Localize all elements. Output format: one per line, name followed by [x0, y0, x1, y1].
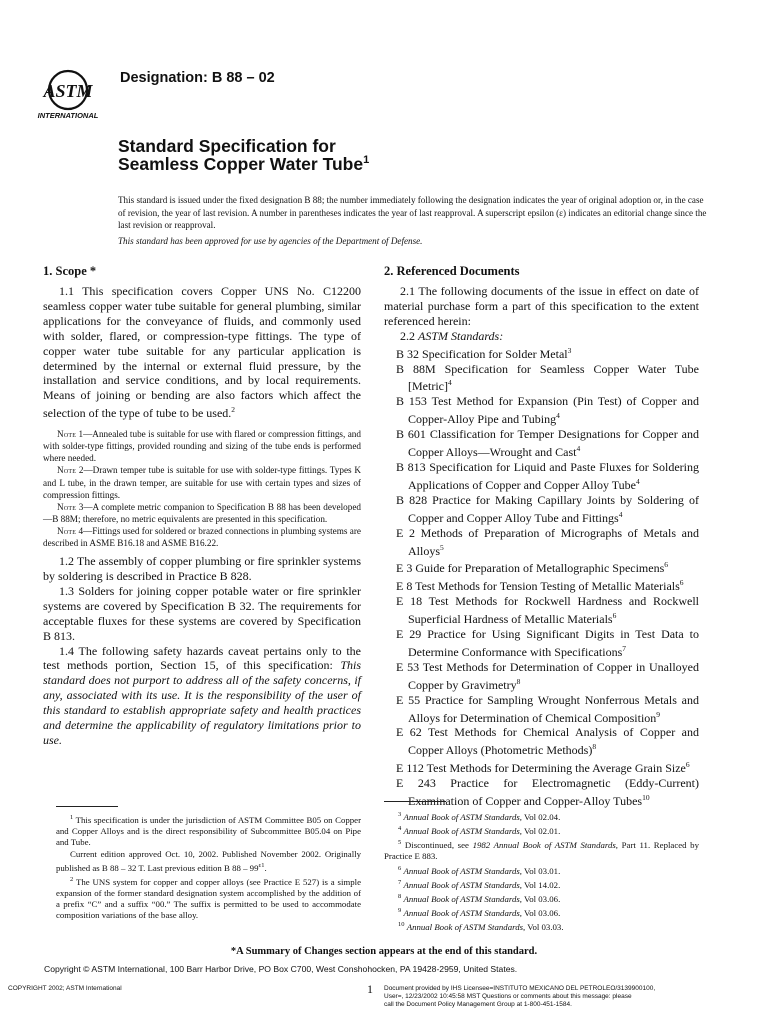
reference-item	[396, 362, 699, 395]
footnote-1b-end: .	[264, 862, 267, 873]
footnote-right-italic: Annual Book of ASTM Standards	[406, 922, 524, 932]
reference-sup: 7	[622, 643, 627, 653]
reference-sup: 4	[447, 378, 452, 388]
footnote-rule-right	[384, 801, 446, 802]
reference-text: E 18 Test Methods for Rockwell Hardness and Rockwell Superficial Hardness of Metallic Materials	[396, 594, 699, 627]
reference-item	[396, 558, 699, 576]
title-line-2-text: Seamless Copper Water Tube	[118, 154, 364, 174]
right-column	[384, 264, 699, 809]
reference-text: E 2 Methods of Preparation of Micrographs of Metals and Alloys	[396, 525, 699, 558]
note-2	[43, 464, 361, 500]
note-label: Note	[57, 465, 77, 476]
reference-text: E 243 Practice for Electromagnetic (Eddy-Current) Examination of Copper and Copper-Alloy Tubes	[396, 776, 699, 809]
license-line-2: User=, 12/23/2002 10:45:58 MST Questions or comments about this message: please	[384, 993, 632, 1000]
footnotes-right	[384, 809, 699, 933]
copyright-line: Copyright © ASTM International, 100 Barr Harbor Drive, PO Box C700, West Conshohocken, PA 19428-2959, United States.	[44, 964, 518, 974]
license-line-1: Document provided by IHS Licensee=INSTITUTO MEXICANO DEL PETROLEO/3139900100,	[384, 985, 656, 992]
reference-sup: 6	[664, 560, 669, 570]
footnote-1b-sup: ε1	[258, 861, 265, 869]
intro-text: This standard is issued under the fixed designation B 88; the number immediately following the designation indicates the year of original adoption or, in the case of revision, the year of last revision. A number in parentheses indicates the year of last reapproval. A superscript epsilon (ε) indicates an editorial change since the last revision or reapproval.	[118, 195, 707, 231]
left-column	[43, 264, 361, 748]
reference-item	[396, 758, 699, 776]
footnote-right-item	[384, 823, 699, 837]
footnote-right-text: , Part 11. Replaced by Practice E 883.	[384, 840, 699, 862]
reference-text: E 3 Guide for Preparation of Metallographic Specimens	[396, 561, 665, 576]
footnote-2-sup: 2	[70, 875, 74, 883]
footnote-right-text: , Vol 02.04.	[519, 811, 561, 822]
footnote-right-item	[384, 891, 699, 905]
footnote-right-text: , Vol 14.02.	[519, 879, 561, 890]
bottom-right-license	[384, 985, 724, 1009]
reference-text: E 29 Practice for Using Significant Digits in Test Data to Determine Conformance with Specifications	[396, 627, 699, 659]
bottom-left-copyright: COPYRIGHT 2002; ASTM International	[8, 985, 122, 992]
summary-note: *A Summary of Changes section appears at the end of this standard.	[230, 946, 538, 957]
astm-logo	[34, 68, 114, 120]
reference-list	[384, 344, 699, 809]
reference-item	[396, 526, 699, 559]
para-2-2	[384, 329, 699, 344]
para-1-1-text: 1.1 This specification covers Copper UNS No. C12200 seamless copper water tube suitable for general plumbing, similar applications for the conveyance of fluids, and commonly used with solder, flared, or compression-type fittings. The type of copper water tube suitable for any particular application is determined by the internal or external fluid pressure, by the installation and service conditions, and by local requirements. Means of joining or bending are also factors which affect the selection of the type of tube to be used.	[43, 284, 361, 421]
footnote-right-italic: Annual Book of ASTM Standards	[403, 865, 520, 876]
note-label: Note	[57, 429, 77, 440]
footnote-right-sup: 6	[398, 864, 402, 872]
footnote-right-item	[384, 809, 699, 823]
note-1	[43, 428, 361, 464]
note-text: 4—Fittings used for soldered or brazed connections in plumbing systems are described in ASME B16.18 and ASME B16.22.	[43, 525, 361, 548]
footnote-right-italic: Annual Book of ASTM Standards	[403, 907, 520, 918]
footnote-right-sup: 9	[398, 906, 402, 914]
reference-text: E 8 Test Methods for Tension Testing of Metallic Materials	[396, 579, 680, 594]
footnote-right-italic: Annual Book of ASTM Standards	[403, 811, 520, 822]
reference-text: E 55 Practice for Sampling Wrought Nonferrous Metals and Alloys for Determination of Chemical Composition	[396, 692, 699, 725]
reference-item	[396, 693, 699, 726]
para-1-4	[43, 644, 361, 748]
footnote-right-italic: 1982 Annual Book of ASTM Standards	[472, 840, 616, 851]
license-line-3: call the Document Policy Management Group at 1-800-451-1584.	[384, 1001, 572, 1008]
footnote-1-text: This specification is under the jurisdiction of ASTM Committee B05 on Copper and Copper Alloys and is the direct responsibility of Subcommittee B05.04 on Pipe and Tube.	[56, 814, 361, 848]
footnote-right-text: , Vol 03.06.	[519, 893, 561, 904]
para-2-1: 2.1 The following documents of the issue in effect on date of material purchase form a part of this specification to the extent referenced herein:	[384, 284, 699, 328]
reference-text: B 828 Practice for Making Capillary Joints by Soldering of Copper and Copper Alloy Tube and Fittings	[396, 492, 699, 525]
footnote-2	[56, 874, 361, 922]
footnote-right-text: , Vol 03.06.	[519, 907, 561, 918]
footnote-right-item	[384, 919, 699, 933]
reference-sup: 10	[642, 793, 650, 803]
para-1-4-caveat: This standard does not purport to address all of the safety concerns, if any, associated with its use. It is the responsibility of the user of this standard to establish appropriate safety and health practices and determine the applicability of regulatory limitations prior to use.	[43, 658, 361, 747]
note-label: Note	[57, 525, 77, 536]
footnote-2-text: The UNS system for copper and copper alloys (see Practice E 527) is a simple expansion of the former standard designation system accomplished by the addition of a prefix “C” and a suffix “00.” The suffix is permitted to be used to accommodate composition variations of the base alloy.	[56, 876, 361, 921]
reference-sup: 4	[556, 411, 560, 421]
footnote-right-item	[384, 863, 699, 877]
reference-item	[396, 394, 699, 427]
reference-item	[396, 427, 699, 460]
page-number: 1	[367, 982, 373, 996]
para-1-2: 1.2 The assembly of copper plumbing or fire sprinkler systems by soldering is described in Practice B 828.	[43, 554, 361, 583]
scope-heading: 1. Scope *	[43, 264, 97, 278]
notes-list	[43, 428, 361, 549]
reference-sup: 4	[576, 444, 581, 454]
footnote-right-text: , Vol 03.01.	[519, 865, 561, 876]
reference-item	[396, 725, 699, 758]
reference-sup: 4	[636, 476, 640, 486]
note-3	[43, 501, 361, 525]
reference-sup: 3	[567, 345, 572, 355]
para-1-3: 1.3 Solders for joining copper potable water or fire sprinkler systems are covered by Specification B 32. The requirements for acceptable fluxes for these systems are covered by Specification B 813.	[43, 583, 361, 643]
reference-sup: 6	[612, 611, 617, 621]
para-2-2-italic: ASTM Standards:	[418, 328, 504, 343]
reference-item	[396, 660, 699, 693]
footnotes-left	[56, 812, 361, 922]
reference-sup: 8	[516, 676, 521, 686]
footnote-right-item	[384, 837, 699, 862]
footnote-right-pre: Discontinued, see	[404, 840, 473, 851]
refdocs-heading: 2. Referenced Documents	[384, 264, 520, 278]
footnote-right-sup: 4	[398, 825, 402, 833]
svg-text:ASTM: ASTM	[43, 81, 93, 101]
reference-item	[396, 776, 699, 809]
note-label: Note	[57, 501, 77, 512]
footnote-1-sup: 1	[70, 814, 74, 821]
footnote-right-italic: Annual Book of ASTM Standards	[403, 879, 520, 890]
designation: Designation: B 88 – 02	[120, 70, 275, 86]
footnote-right-item	[384, 877, 699, 891]
note-text: 2—Drawn temper tube is suitable for use with solder-type fittings. Types K and L tube, in the drawn temper, are suitable for use with certain types and sizes of compression fittings.	[43, 465, 361, 500]
reference-text: B 601 Classification for Temper Designations for Copper and Copper Alloys—Wrought and Cast	[396, 427, 699, 460]
para-2-2-num: 2.2	[400, 328, 418, 343]
para-1-1-sup: 2	[231, 405, 236, 415]
reference-text: E 112 Test Methods for Determining the Average Grain Size	[396, 761, 686, 776]
reference-item	[396, 576, 699, 594]
note-text: 1—Annealed tube is suitable for use with flared or compression fittings, and with solder-type fittings, provided rounding and sizing of the tube ends is performed where needed.	[43, 429, 361, 464]
reference-text: E 62 Test Methods for Chemical Analysis of Copper and Copper Alloys (Photometric Methods)	[396, 725, 699, 758]
reference-text: E 53 Test Methods for Determination of Copper in Unalloyed Copper by Gravimetry	[396, 659, 699, 692]
footnote-1b-text: Current edition approved Oct. 10, 2002. Published November 2002. Originally published as B 88 – 32 T. Last previous edition B 88 – 99	[56, 848, 361, 873]
footnote-right-sup: 10	[398, 921, 405, 929]
dod-approval: This standard has been approved for use by agencies of the Department of Defense.	[118, 236, 423, 246]
footnote-right-item	[384, 905, 699, 919]
footnote-right-italic: Annual Book of ASTM Standards	[403, 826, 520, 837]
title-footnote-ref: 1	[363, 154, 370, 167]
note-text: 3—A complete metric companion to Specification B 88 has been developed—B 88M; therefore, no metric equivalents are presented in this specification.	[43, 501, 361, 524]
reference-text: B 153 Test Method for Expansion (Pin Test) of Copper and Copper-Alloy Pipe and Tubing	[396, 394, 699, 427]
reference-sup: 6	[685, 760, 690, 770]
footnote-right-italic: Annual Book of ASTM Standards	[403, 893, 520, 904]
footnote-right-sup: 7	[398, 878, 402, 886]
para-1-4-text: 1.4 The following safety hazards caveat pertains only to the test methods portion, Section 15, of this specification:	[43, 643, 361, 673]
footnote-1b	[56, 849, 361, 874]
reference-sup: 4	[618, 509, 623, 519]
reference-text: B 813 Specification for Liquid and Paste Fluxes for Soldering Applications of Copper and Copper Alloy Tube	[396, 459, 699, 492]
footnote-right-sup: 8	[398, 892, 402, 900]
footnote-right-text: , Vol 02.01.	[519, 826, 561, 837]
footnote-1	[56, 812, 361, 849]
footnote-right-sup: 3	[398, 811, 402, 818]
reference-item	[396, 460, 699, 493]
reference-item	[396, 594, 699, 627]
footnote-right-text: , Vol 03.03.	[523, 922, 564, 932]
reference-item	[396, 344, 699, 362]
footnote-right-sup: 5	[398, 839, 402, 847]
reference-item	[396, 627, 699, 660]
reference-text: B 88M Specification for Seamless Copper Water Tube [Metric]	[396, 361, 699, 394]
title-line-1: Standard Specification for	[118, 136, 336, 156]
reference-text: B 32 Specification for Solder Metal	[396, 346, 568, 361]
reference-sup: 6	[679, 578, 684, 588]
footnote-rule-left	[56, 806, 118, 807]
reference-sup: 8	[592, 742, 597, 752]
reference-item	[396, 493, 699, 526]
title-line-2	[118, 154, 369, 175]
svg-text:INTERNATIONAL: INTERNATIONAL	[37, 111, 99, 120]
note-4	[43, 525, 361, 549]
para-1-1	[43, 284, 361, 421]
reference-sup: 5	[440, 542, 444, 552]
reference-sup: 9	[656, 709, 661, 719]
